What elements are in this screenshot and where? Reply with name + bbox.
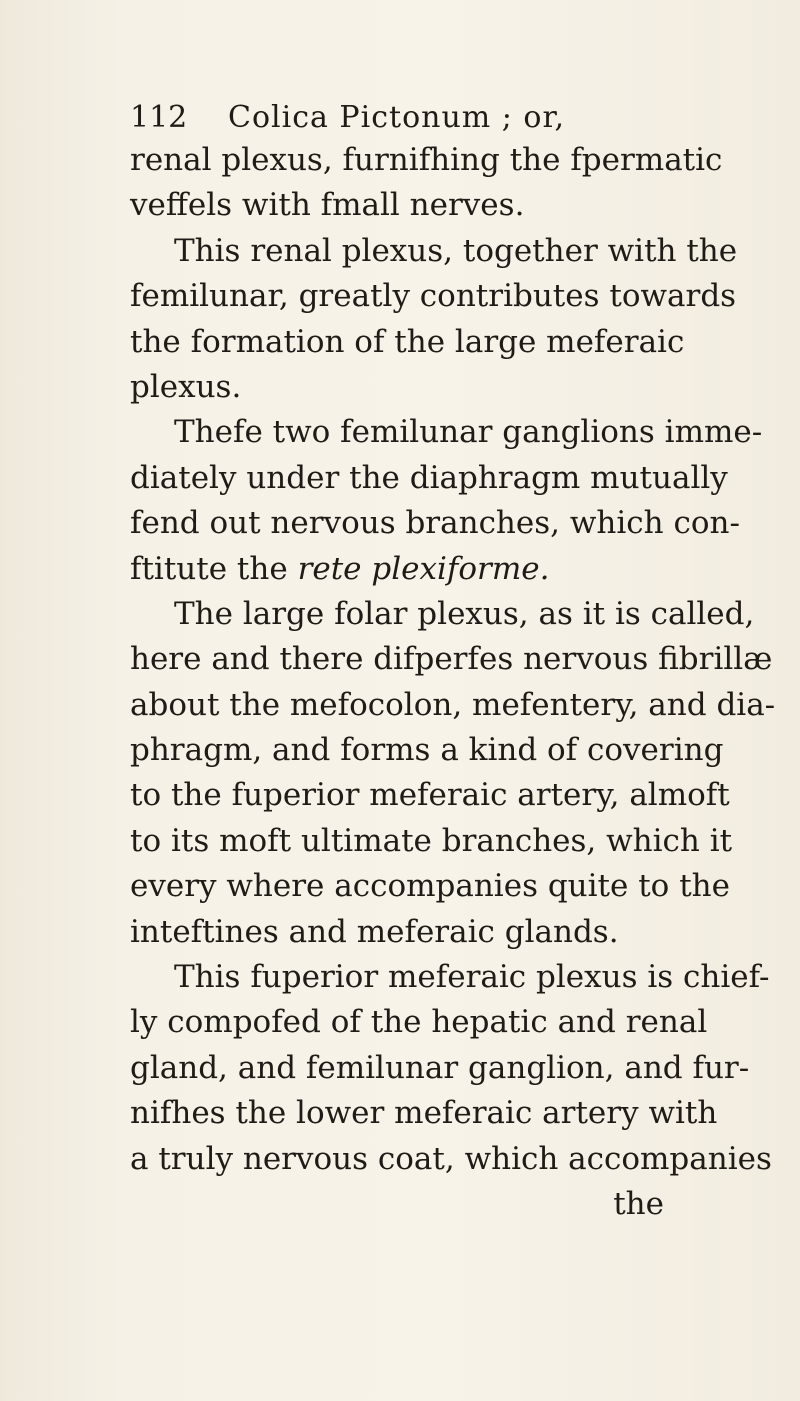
text-line: plexus. bbox=[130, 368, 242, 405]
text-line: about the mefocolon, mefentery, and dia- bbox=[130, 686, 776, 723]
paragraph-start-line: Thefe two femilunar ganglions imme- bbox=[174, 414, 763, 451]
text-line: to the fuperior meferaic artery, almoft bbox=[130, 777, 730, 814]
catchword: the bbox=[613, 1185, 664, 1222]
text-line: ly compofed of the hepatic and renal bbox=[130, 1004, 708, 1041]
text-line: gland, and femilunar ganglion, and fur- bbox=[130, 1049, 750, 1086]
catchword-line bbox=[130, 1182, 670, 1227]
paragraph-start-line: This renal plexus, together with the bbox=[174, 232, 738, 269]
text-line: a truly nervous coat, which accompanies bbox=[130, 1140, 772, 1177]
text-line: renal plexus, furnifhing the fpermatic bbox=[130, 142, 723, 178]
text-line: phragm, and forms a kind of covering bbox=[130, 732, 724, 769]
text-line: veffels with fmall nerves. bbox=[130, 187, 525, 224]
text-line: inteftines and meferaic glands. bbox=[130, 913, 619, 950]
paragraph-start-line: The large folar plexus, as it is called, bbox=[174, 595, 755, 632]
text-line: every where accompanies quite to the bbox=[130, 868, 730, 905]
page-number: 112 bbox=[130, 100, 188, 135]
text-line: nifhes the lower meferaic artery with bbox=[130, 1095, 718, 1132]
text-line: the formation of the large meferaic bbox=[130, 323, 685, 360]
text-line: fend out nervous branches, which con- bbox=[130, 505, 740, 542]
text-line bbox=[130, 547, 670, 592]
text-line: to its moft ultimate branches, which it bbox=[130, 822, 733, 859]
italic-term: rete plexiforme. bbox=[297, 550, 550, 587]
text-line: diately under the diaphragm mutually bbox=[130, 459, 728, 496]
running-title: Colica Pictonum ; or, bbox=[228, 100, 566, 135]
text-line: here and there difperfes nervous fibrillæ bbox=[130, 641, 773, 678]
text-segment: ftitute the bbox=[130, 550, 288, 587]
text-line: femilunar, greatly contributes towards bbox=[130, 278, 737, 315]
body-text bbox=[130, 138, 776, 1227]
paragraph-start-line: This fuperior meferaic plexus is chief- bbox=[174, 959, 770, 996]
page-header bbox=[130, 98, 650, 138]
